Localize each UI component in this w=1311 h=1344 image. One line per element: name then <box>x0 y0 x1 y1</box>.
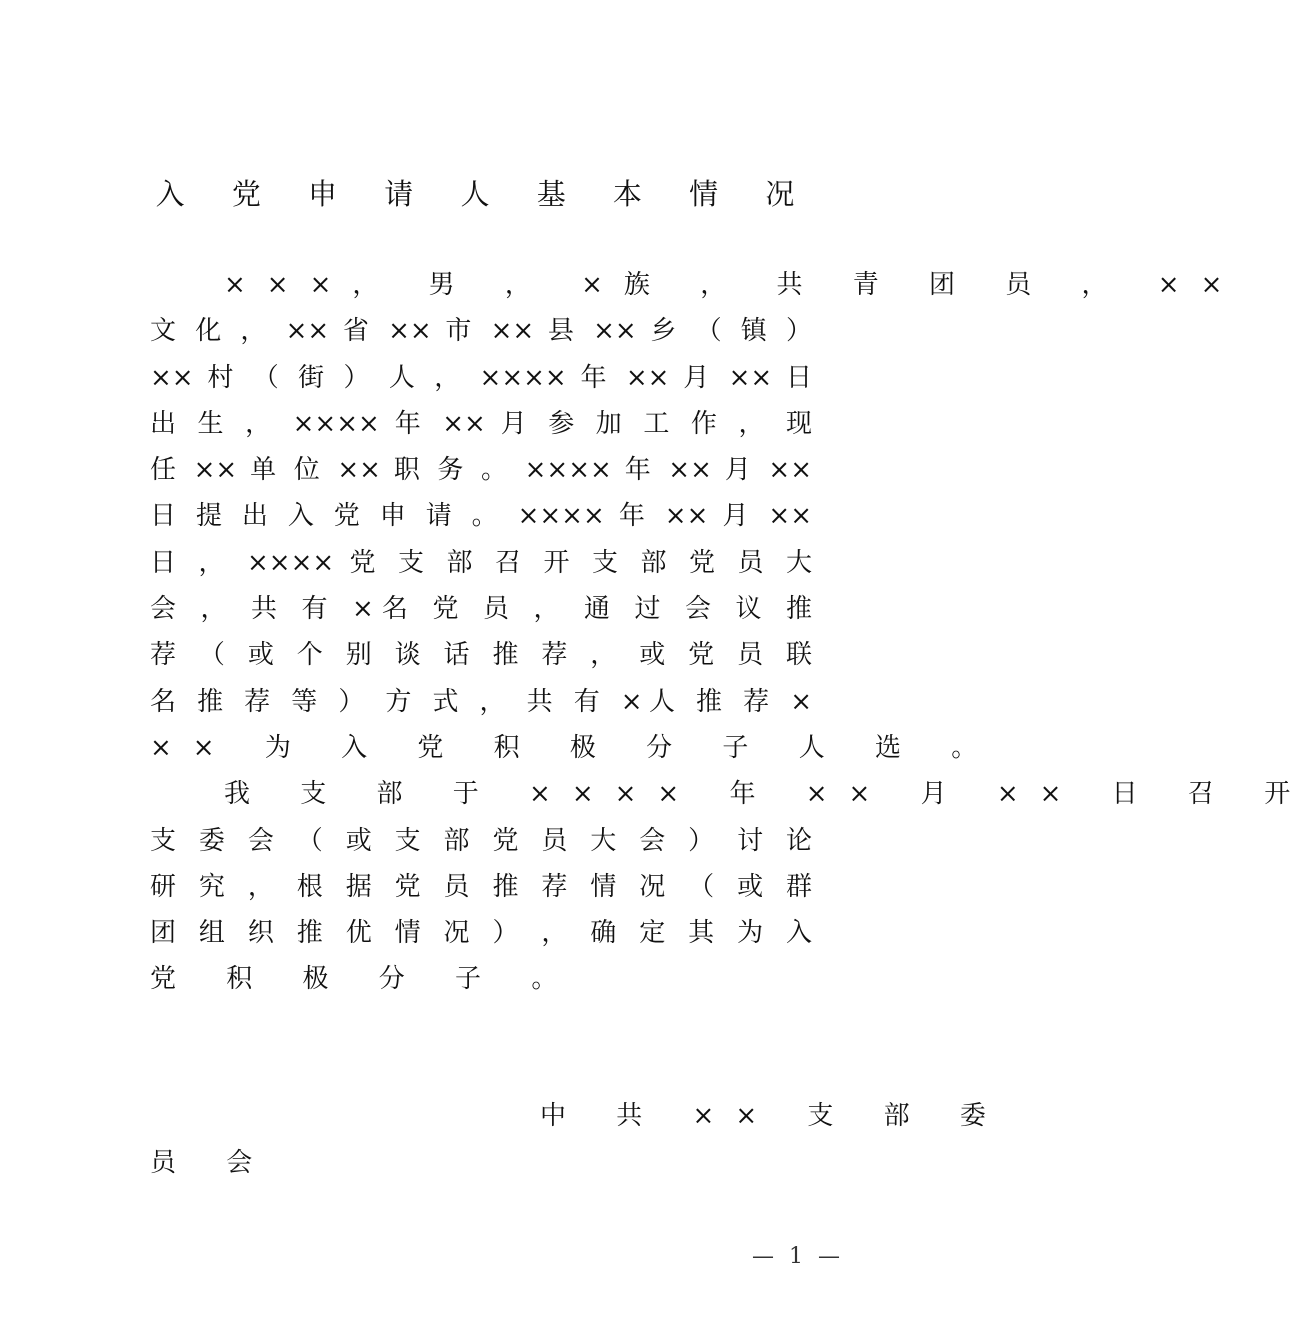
text-line: ×××， 男 ， ×族 ， 共 青 团 员 ， ×× <box>224 270 1244 300</box>
text-line: 我 支 部 于 ×××× 年 ×× 月 ×× 日 召 开 <box>224 779 1311 810</box>
text-line: 支 委 会 （ 或 支 部 党 员 大 会 ） 讨 论 <box>150 825 812 856</box>
document-body <box>150 262 1311 1003</box>
text-line: 荐 （ 或 个 别 谈 话 推 荐 ， 或 党 员 联 <box>150 640 812 671</box>
paragraph-2-line <box>150 771 1311 817</box>
paragraph-1-line <box>150 308 812 354</box>
paragraph-2-line <box>150 864 812 910</box>
paragraph-1-line <box>150 262 1244 308</box>
text-line: 研 究 ， 根 据 党 员 推 荐 情 况 （ 或 群 <box>150 871 812 902</box>
paragraph-1-line <box>150 401 812 447</box>
text-line: 党 积 极 分 子 。 <box>150 964 579 995</box>
paragraph-1-line <box>150 586 812 632</box>
text-line: ×× 村 （ 街 ） 人 ， ×××× 年 ×× 月 ×× 日 <box>150 362 812 393</box>
paragraph-2-line <box>150 818 812 864</box>
text-line: 任 ×× 单 位 ×× 职 务 。 ×××× 年 ×× 月 ×× <box>150 455 812 486</box>
text-line: 会 ， 共 有 ×名 党 员 ， 通 过 会 议 推 <box>150 594 812 625</box>
text-line: 文 化 ， ×× 省 ×× 市 ×× 县 ×× 乡 （ 镇 ） <box>150 316 812 347</box>
text-line: 出 生 ， ×××× 年 ×× 月 参 加 工 作 ， 现 <box>150 408 812 439</box>
page-number: — 1 — <box>752 1244 844 1269</box>
paragraph-1-line <box>150 540 812 586</box>
text-line: 团 组 织 推 优 情 况 ） ， 确 定 其 为 入 <box>150 918 812 949</box>
paragraph-1-line <box>150 493 812 539</box>
paragraph-1-line <box>150 725 999 771</box>
paragraph-2-line <box>150 910 812 956</box>
paragraph-1-line <box>150 355 812 401</box>
text-line: ×× 为 入 党 积 极 分 子 人 选 。 <box>150 732 999 763</box>
signature-line-1: 中 共 ×× 支 部 委 <box>540 1101 1007 1131</box>
text-line: 名 推 荐 等 ） 方 式 ， 共 有 ×人 推 荐 × <box>150 686 812 717</box>
signature-line-2: 员 会 <box>150 1148 274 1178</box>
paragraph-2-line <box>150 956 812 1002</box>
paragraph-1-line <box>150 447 812 493</box>
paragraph-1-line <box>150 632 812 678</box>
text-line: 日 ， ×××× 党 支 部 召 开 支 部 党 员 大 <box>150 547 812 578</box>
paragraph-1-line <box>150 679 812 725</box>
document-title: 入 党 申 请 人 基 本 情 况 <box>155 177 814 211</box>
text-line: 日 提 出 入 党 申 请 。 ×××× 年 ×× 月 ×× <box>150 501 812 532</box>
